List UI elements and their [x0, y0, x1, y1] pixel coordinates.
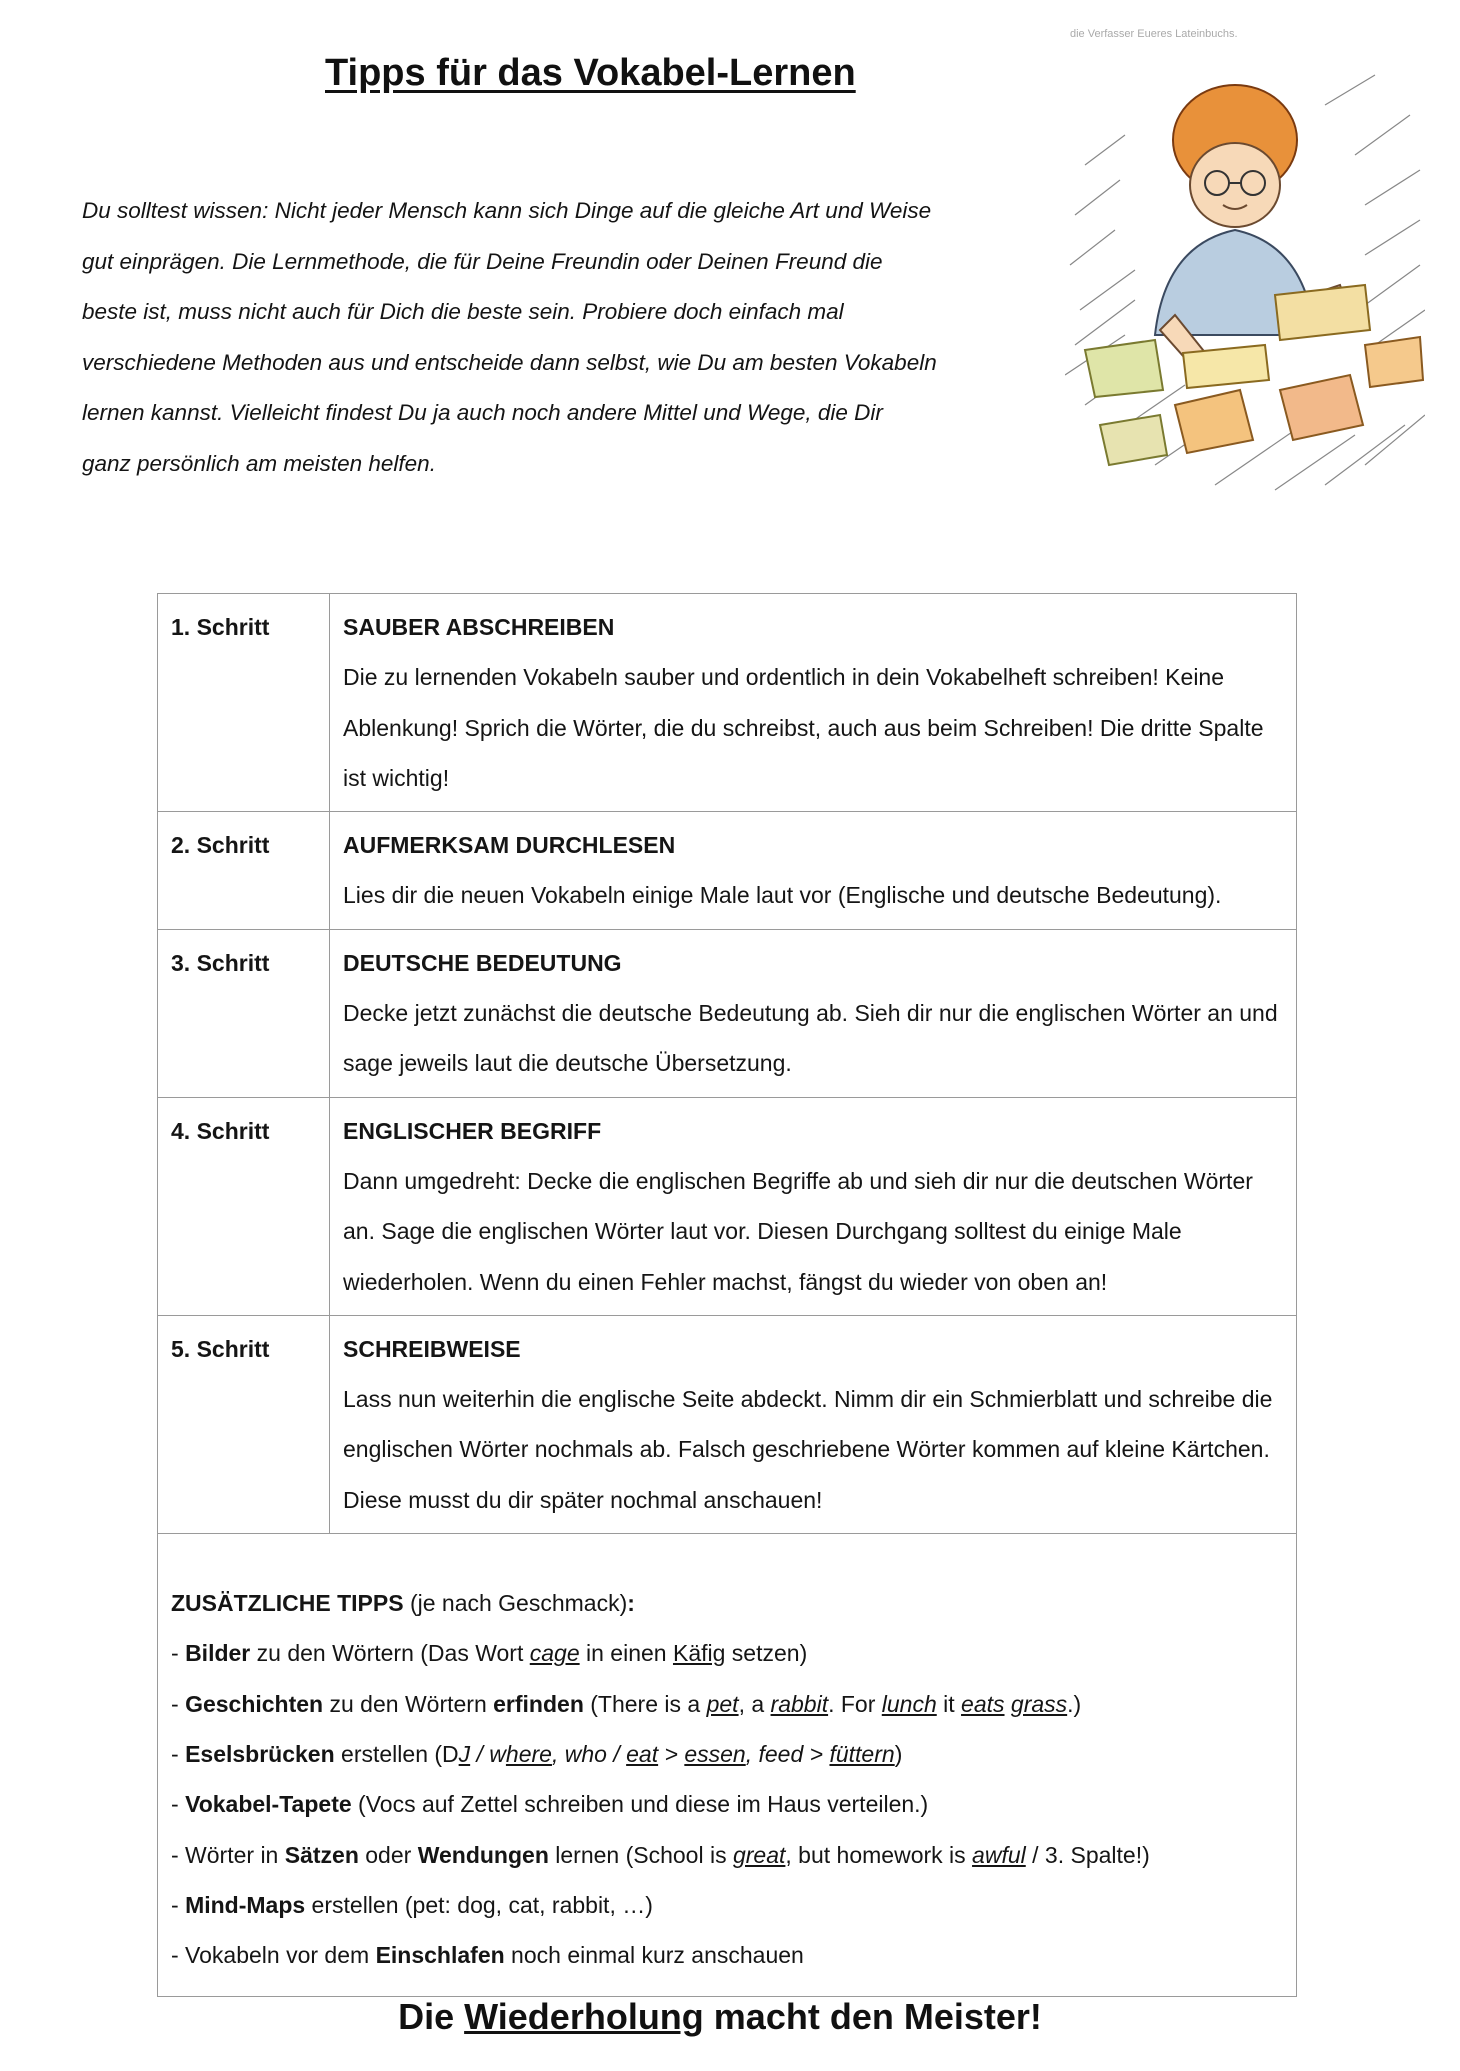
extra-tips-row [158, 1534, 1297, 1997]
step-row [158, 1097, 1297, 1315]
step-text: Lass nun weiterhin die englische Seite abdeckt. Nimm dir ein Schmierblatt und schreibe die englischen Wörter nochmals ab. Falsch geschriebene Wörter kommen auf kleine Kärtchen. Diese musst du dir später nochmal anschauen! [343, 1386, 1273, 1513]
tip-item: - Geschichten zu den Wörtern erfinden (There is a pet, a rabbit. For lunch it eats grass.) [171, 1690, 1082, 1717]
step-content [330, 929, 1297, 1097]
step-row [158, 929, 1297, 1097]
tip-item: - Bilder zu den Wörtern (Das Wort cage in einen Käfig setzen) [171, 1640, 808, 1667]
step-number: 2. Schritt [158, 812, 330, 930]
step-row [158, 1315, 1297, 1533]
studying-child-illustration [1065, 45, 1425, 515]
step-text: Lies dir die neuen Vokabeln einige Male laut vor (Englische und deutsche Bedeutung). [343, 882, 1222, 909]
step-number: 4. Schritt [158, 1097, 330, 1315]
step-heading: AUFMERKSAM DURCHLESEN [343, 832, 676, 859]
step-number: 1. Schritt [158, 594, 330, 812]
step-content [330, 1097, 1297, 1315]
page-title: Tipps für das Vokabel-Lernen [325, 52, 856, 94]
intro-paragraph [82, 186, 1042, 490]
footer-motto: Die Wiederholung macht den Meister! [398, 1996, 1042, 2037]
intro-line: verschiedene Methoden aus und entscheide dann selbst, wie Du am besten Vokabeln [82, 349, 937, 375]
step-content [330, 1315, 1297, 1533]
extra-tips-cell [158, 1534, 1297, 1997]
step-number: 5. Schritt [158, 1315, 330, 1533]
image-credit-caption: die Verfasser Eueres Lateinbuchs. [1070, 28, 1238, 40]
tip-item: - Vokabeln vor dem Einschlafen noch einmal kurz anschauen [171, 1942, 804, 1969]
tip-item: - Wörter in Sätzen oder Wendungen lernen (School is great, but homework is awful / 3. Spalte!) [171, 1841, 1150, 1868]
tip-item: - Vokabel-Tapete (Vocs auf Zettel schreiben und diese im Haus verteilen.) [171, 1791, 929, 1818]
step-heading: SCHREIBWEISE [343, 1335, 521, 1362]
step-row [158, 594, 1297, 812]
step-heading: ENGLISCHER BEGRIFF [343, 1117, 602, 1144]
step-text: Die zu lernenden Vokabeln sauber und ordentlich in dein Vokabelheft schreiben! Keine Ablenkung! Sprich die Wörter, die du schreibst, auch aus beim Schreiben! Die dritte Spalte ist wichtig! [343, 664, 1264, 791]
intro-line: lernen kannst. Vielleicht findest Du ja auch noch andere Mittel und Wege, die Dir [82, 400, 883, 426]
tip-item: - Mind-Maps erstellen (pet: dog, cat, rabbit, …) [171, 1891, 653, 1918]
intro-line: Du solltest wissen: Nicht jeder Mensch kann sich Dinge auf die gleiche Art und Weise [82, 198, 932, 223]
step-number: 3. Schritt [158, 929, 330, 1097]
step-heading: DEUTSCHE BEDEUTUNG [343, 949, 622, 976]
steps-table [157, 593, 1297, 1997]
step-text: Decke jetzt zunächst die deutsche Bedeutung ab. Sieh dir nur die englischen Wörter an und sage jeweils laut die deutsche Übersetzung. [343, 1000, 1278, 1077]
tip-item: - Eselsbrücken erstellen (DJ / where, who / eat > essen, feed > füttern) [171, 1740, 903, 1767]
intro-line: beste ist, muss nicht auch für Dich die beste sein. Probiere doch einfach mal [82, 299, 844, 325]
step-text: Dann umgedreht: Decke die englischen Begriffe ab und sieh dir nur die deutschen Wörter an. Sage die englischen Wörter laut vor. Diesen Durchgang solltest du einige Male wiederholen. Wenn du einen Fehler machst, fängst du wieder von oben an! [343, 1167, 1253, 1295]
step-content [330, 812, 1297, 930]
intro-line: gut einprägen. Die Lernmethode, die für Deine Freundin oder Deinen Freund die [82, 248, 883, 274]
step-heading: SAUBER ABSCHREIBEN [343, 614, 615, 640]
step-row [158, 812, 1297, 930]
extra-tips-heading: ZUSÄTZLICHE TIPPS (je nach Geschmack): [171, 1590, 635, 1617]
step-content [330, 594, 1297, 812]
intro-line: ganz persönlich am meisten helfen. [82, 450, 436, 476]
